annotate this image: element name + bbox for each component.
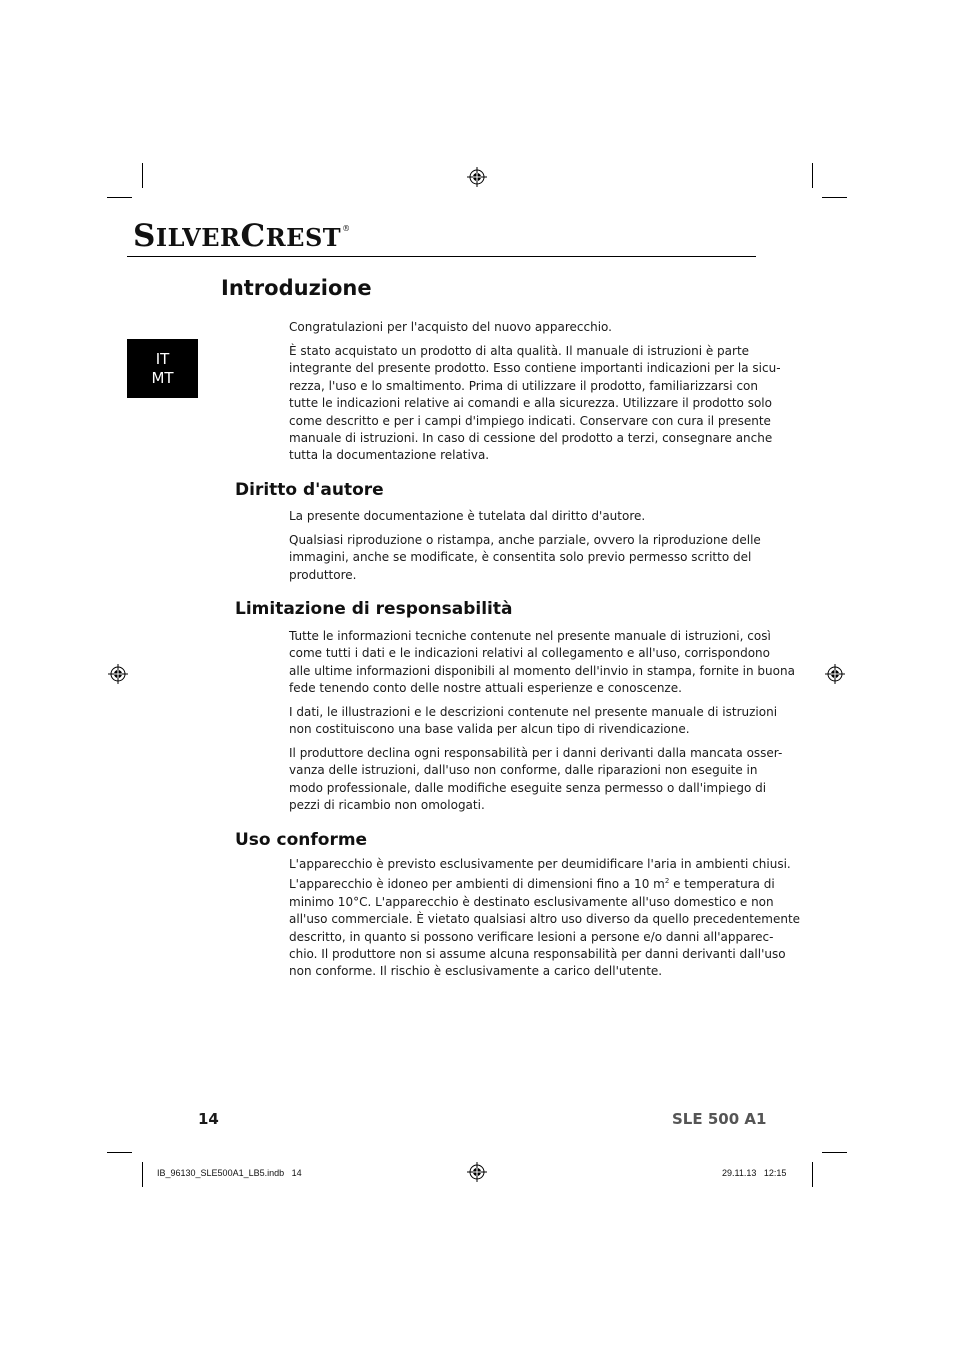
text-line: Il produttore declina ogni responsabilità per i danni derivanti dalla mancata osser- [289,746,783,760]
text-fragment: L'apparecchio è idoneo per ambienti di dimensioni fino a 10 m [289,877,665,892]
liability-paragraph-1 [289,628,795,698]
text-line: come tutti i dati e le indicazioni relativi al collegamento e all'uso, corrispondono [289,646,770,661]
header-divider [127,256,756,257]
language-tab [127,339,198,398]
text-line: Tutte le informazioni tecniche contenute nel presente manuale di istruzioni, così [289,629,771,643]
section-heading-intended-use: Uso conforme [235,830,368,850]
crop-mark-icon [812,163,813,188]
text-line: tutta la documentazione relativa. [289,448,490,463]
section-heading-copyright: Diritto d'autore [235,480,384,500]
copyright-paragraph-2 [289,532,761,584]
text-line: È stato acquistato un prodotto di alta qualità. Il manuale di istruzioni è parte [289,344,750,358]
text-line: rezza, l'uso e lo smaltimento. Prima di utilizzare il prodotto, familiarizzarsi con [289,378,758,393]
section-heading-liability: Limitazione di responsabilità [235,599,513,619]
registration-mark-icon [467,167,487,187]
text-line: fede tenendo conto delle nostre attuali esperienze e conoscenze. [289,681,682,696]
copyright-paragraph-1: La presente documentazione è tutelata dal diritto d'autore. [289,509,646,523]
text-line: all'uso commerciale. È vietato qualsiasi altro uso diverso da quello precedentemente [289,912,801,927]
crop-mark-icon [142,1162,143,1187]
registration-mark-icon [108,664,128,684]
crop-mark-icon [142,163,143,188]
registered-mark: ® [342,224,351,233]
text-fragment: e temperatura di [669,877,775,892]
intro-paragraph-1: Congratulazioni per l'acquisto del nuovo apparecchio. [289,320,612,334]
crop-mark-icon [822,197,847,198]
registration-mark-icon [467,1162,487,1182]
text-line: L'apparecchio è previsto esclusivamente per deumidificare l'aria in ambienti chiusi. [289,857,791,871]
logo-letters: REST [265,223,342,252]
text-line: immagini, anche se modificate, è consentita solo previo permesso scritto del [289,550,752,565]
page-number: 14 [198,1110,219,1128]
page-title: Introduzione [221,276,372,300]
crop-mark-icon [822,1152,847,1153]
crop-mark-icon [107,197,132,198]
print-slug-file: IB_96130_SLE500A1_LB5.indb 14 [157,1168,302,1178]
intro-paragraph-2 [289,343,781,465]
text-line: produttore. [289,567,357,582]
text-line: Qualsiasi riproduzione o ristampa, anche parziale, ovvero la riproduzione delle [289,533,761,547]
logo-letter: S [133,218,156,254]
language-tab-mt: MT [151,368,174,387]
text-line [289,873,775,893]
text-line: non conforme. Il rischio è esclusivamente a carico dell'utente. [289,964,663,979]
text-line: minimo 10°C. L'apparecchio è destinato esclusivamente all'uso domestico e non [289,894,774,909]
language-tab-it: IT [155,349,170,368]
text-line: modo professionale, dalle modifiche eseguite senza permesso o dall'impiego di [289,780,767,795]
text-line: I dati, le illustrazioni e le descrizioni contenute nel presente manuale di istruzioni [289,705,778,719]
model-name: SLE 500 A1 [672,1110,767,1128]
liability-paragraph-2 [289,704,778,739]
text-line: tutte le indicazioni relative ai comandi e alla sicurezza. Utilizzare il prodotto solo [289,396,772,411]
text-line: manuale di istruzioni. In caso di cessione del prodotto a terzi, consegnare anche [289,431,773,446]
text-line: vanza delle istruzioni, dall'uso non conforme, dalle riparazioni non eseguite in [289,763,758,778]
registration-mark-icon [825,664,845,684]
logo-letter: C [240,218,266,254]
text-line: pezzi di ricambio non omologati. [289,798,485,813]
print-slug-date: 29.11.13 12:15 [722,1168,787,1178]
superscript: 2 [664,877,670,886]
text-line: chio. Il produttore non si assume alcuna responsabilità per danni derivanti dall'uso [289,947,786,962]
text-line: alle ultime informazioni disponibili al momento dell'invio in stampa, fornite in buona [289,663,795,678]
text-line: descritto, in quanto si possono verificare lesioni a persone e/o danni all'apparec- [289,929,774,944]
liability-paragraph-3 [289,745,783,815]
text-line: come descritto e per i campi d'impiego indicati. Conservare con cura il presente [289,413,771,428]
intended-use-paragraph [289,856,801,981]
text-line: non costituiscono una base valida per alcun tipo di rivendicazione. [289,722,690,737]
crop-mark-icon [812,1162,813,1187]
text-line: integrante del presente prodotto. Esso contiene importanti indicazioni per la sicu- [289,361,781,376]
logo-letters: ILVER [155,223,241,252]
brand-logo [133,218,351,254]
crop-mark-icon [107,1152,132,1153]
